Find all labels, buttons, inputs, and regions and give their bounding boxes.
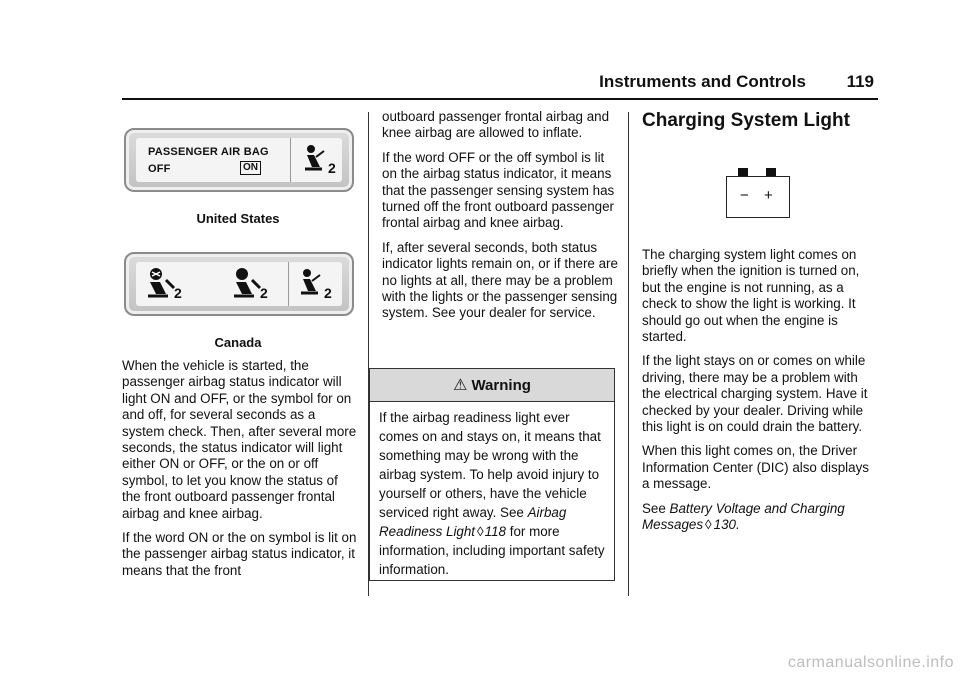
battery-plus-sign: + xyxy=(764,187,773,204)
watermark: carmanualsonline.info xyxy=(787,654,954,671)
paragraph-dic-message: When this light comes on, the Driver Information Center (DIC) also displays a message. xyxy=(642,443,869,492)
header-rule xyxy=(122,98,878,100)
paragraph-both-lights: If, after several seconds, both status indicator lights remain on, or if there are no lights at all, there may be a problem with the lights or the passenger sensing system. See your dealer for service. xyxy=(382,239,618,321)
battery-terminal-left xyxy=(738,168,748,176)
paragraph-status-check: When the vehicle is started, the passenger airbag status indicator will light ON and OFF, or the symbol for on and off, for several seconds as a system check. Then, after several more seconds, the status indicator will light either ON or OFF, or the on or off symbol, to let you know the status of the front outboard passenger frontal airbag and knee airbag. xyxy=(122,358,357,521)
seat-number-3: 2 xyxy=(324,285,332,301)
see-ref-page[interactable]: 130. xyxy=(713,517,740,533)
warning-text: If the airbag readiness light ever comes on and stays on, it means that something may be wrong with the airbag system. To help avoid injury to yourself or others, have the vehicle serviced right away. See xyxy=(379,410,601,520)
warning-body xyxy=(370,402,614,579)
us-airbag-indicator-panel xyxy=(124,128,354,192)
canada-caption: Canada xyxy=(214,335,262,350)
warning-icon: ⚠ xyxy=(453,377,468,394)
battery-terminal-right xyxy=(766,168,776,176)
warning-box xyxy=(369,368,615,581)
paragraph-off-symbol: If the word OFF or the off symbol is lit on the airbag status indicator, it means that the passenger sensing system has turned off the front outboard passenger frontal airbag and knee airbag. xyxy=(382,149,615,231)
paragraph-comes-on-briefly: The charging system light comes on briefly when the ignition is turned on, but the engine is not running, as a check to show the light is working. It should go out when the engine is started. xyxy=(642,247,860,345)
section-header-title: Instruments and Controls xyxy=(599,72,806,91)
charging-system-light-heading: Charging System Light xyxy=(642,110,850,131)
seat-number: 2 xyxy=(328,160,336,176)
warning-header xyxy=(370,369,614,402)
paragraph-on-symbol: If the word ON or the on symbol is lit on the passenger airbag status indicator, it means that the front xyxy=(122,530,357,578)
seat-number-2: 2 xyxy=(260,285,268,301)
column-2-text xyxy=(382,109,618,330)
paragraph-see-reference xyxy=(642,501,878,534)
us-caption: United States xyxy=(196,211,280,226)
canada-airbag-indicator-panel xyxy=(124,252,354,316)
battery-icon xyxy=(726,176,790,218)
off-label: OFF xyxy=(148,163,171,175)
page-ref-number[interactable]: 118 xyxy=(484,524,507,539)
column-3-text xyxy=(642,247,878,542)
battery-voltage-link[interactable]: Battery Voltage and Charging Messages xyxy=(642,500,845,533)
on-label: ON xyxy=(240,161,261,175)
battery-minus-sign: − xyxy=(740,187,749,204)
column-1-text xyxy=(122,358,358,587)
passenger-airbag-label: PASSENGER AIR BAG xyxy=(148,146,269,158)
paragraph-allowed-to-inflate: outboard passenger frontal airbag and knee airbag are allowed to inflate. xyxy=(382,109,610,141)
page-ref-symbol: ◊ xyxy=(477,524,484,539)
warning-text-after: for more information, including important safety information. xyxy=(379,524,605,577)
paragraph-stays-on: If the light stays on or comes on while driving, there may be a problem with the electrical charging system. Have it checked by your dealer. Driving while this light is on could drain the battery. xyxy=(642,353,868,435)
warning-title: Warning xyxy=(471,376,531,394)
see-prefix: See xyxy=(642,500,670,516)
page-number: 119 xyxy=(846,72,874,91)
column-divider-2 xyxy=(628,112,629,596)
seat-number-1: 2 xyxy=(174,285,182,301)
see-ref-symbol: ◊ xyxy=(705,517,712,533)
airbag-readiness-light-link[interactable]: Airbag Readiness Light xyxy=(379,505,567,539)
